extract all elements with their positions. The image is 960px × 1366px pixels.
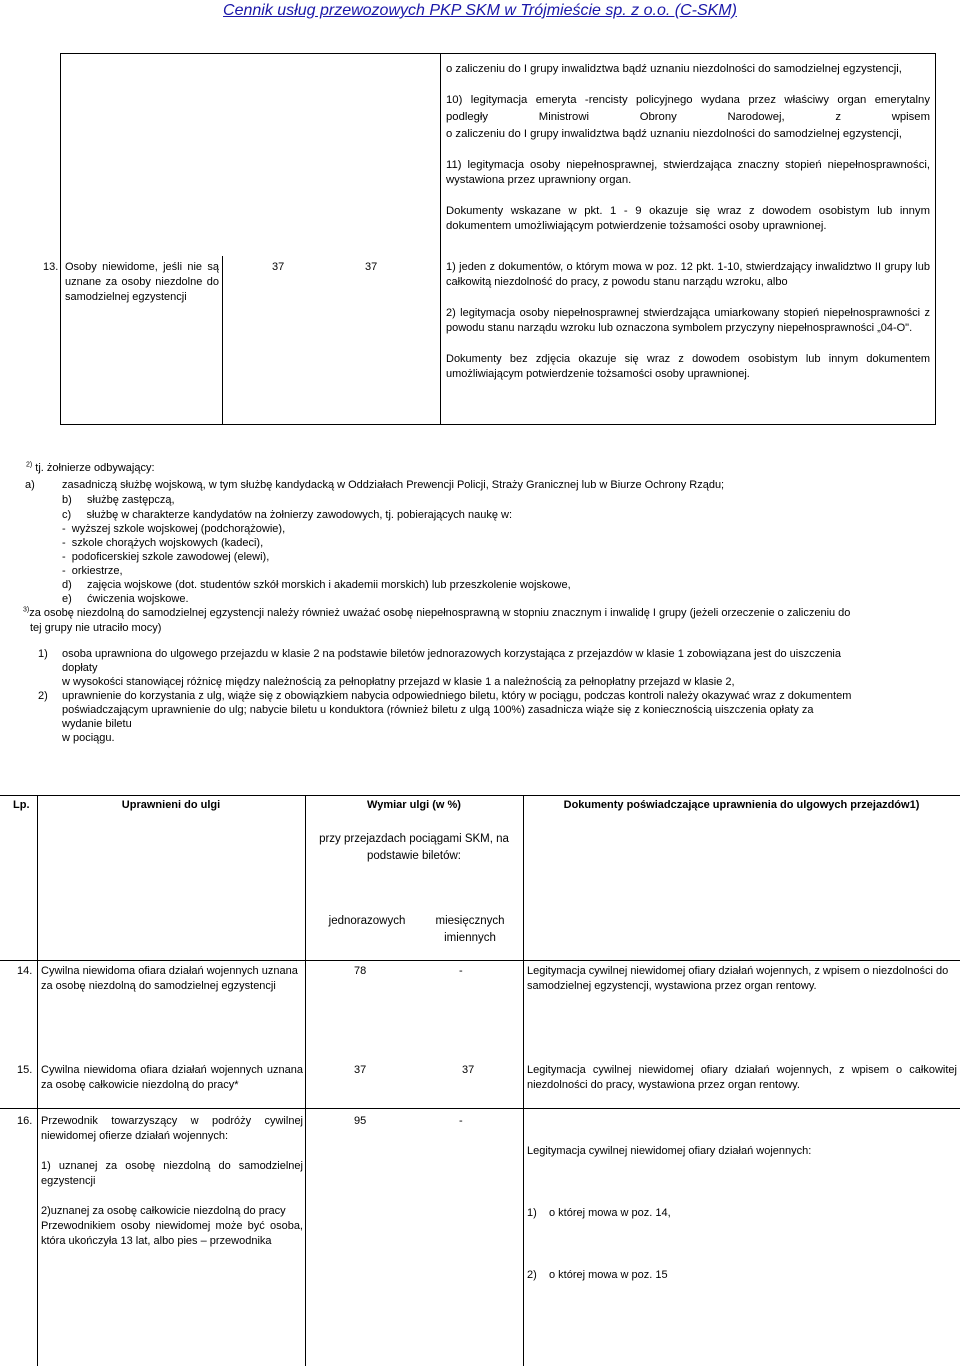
bt-sub-monthly: miesięcznych imiennych (435, 915, 505, 944)
bt-col-lp-right (37, 795, 38, 1366)
bt-col-who-right (305, 795, 306, 1366)
row16-docs-b: 1) o której mowa w poz. 14, (527, 1207, 671, 1219)
note2-a: zasadniczą służbę wojskową, w tym służbę kandydacką w Oddziałach Prewencji Policji, Straży Granicznej lub w Biurze Ochrony Rządu; (62, 479, 725, 491)
top-docs-p2a: 10) legitymacja emeryta -rencisty policyjnego wydana przez właściwy organ emerytalny (446, 94, 930, 106)
top-docs-p4: Dokumenty wskazane w pkt. 1 - 9 okazuje się wraz z dowodem osobistym lub innym dokumentem umożliwiającym potwierdzenie tożsamości osoby uprawnionej. (446, 205, 930, 232)
top-docs-p3: 11) legitymacja osoby niepełnosprawnej, stwierdzająca znaczny stopień niepełnosprawności, wystawiona przez uprawniony organ. (446, 159, 930, 186)
row15-lp: 15. (17, 1064, 33, 1076)
item2-d: w pociągu. (62, 732, 115, 744)
bt-sub-single: jednorazowych (328, 915, 406, 927)
row16-docs-c: 2) o której mowa w poz. 15 (527, 1269, 668, 1281)
item1-b: dopłaty (62, 662, 98, 674)
note3-a: $^{3)}$za osobę niezdolną do samodzielnej egzystencji należy również uważać osobę niepełnosprawną w stopniu znacznym i inwalidę I grupy (jeżeli orzeczenie o zaliczeniu do (23, 606, 851, 619)
note2-c2: - szkole chorążych wojskowych (kadeci), (62, 537, 264, 549)
row14-docs: Legitymacja cywilnej niewidomej ofiary działań wojennych, z wpisem o niezdolności do samodzielnej egzystencji, wystawiona przez organ rentowy. (527, 965, 949, 992)
note2-c: c) służbę w charakterze kandydatów na żołnierzy zawodowych, tj. pobierających naukę w: (62, 509, 512, 521)
row16-who-b: 1) uznanej za osobę niezdolną do samodzielnej egzystencji (41, 1160, 303, 1187)
item2-label: 2) (38, 690, 48, 702)
row14-lp: 14. (17, 965, 33, 977)
row14-single: 78 (354, 965, 367, 977)
row13-who-divider (222, 256, 223, 425)
row13-docs (446, 260, 930, 382)
note2-a-label: a) (25, 479, 35, 491)
row13-lp: 13. (43, 261, 59, 273)
bt-col-rate-header: Wymiar ulgi (w %) (367, 799, 461, 811)
row13-single: 37 (272, 261, 285, 273)
item1-c: w wysokości stanowiącej różnicę między należnością za pełnopłatny przejazd w klasie 1 a należnością za pełnopłatny przejazd w klasie 2, (62, 676, 735, 688)
top-docs-p2c: o zaliczeniu do I grupy inwalidztwa bądź uznaniu niezdolności do samodzielnej egzystencji, (446, 128, 902, 140)
note2-b: b) służbę zastępczą, (62, 494, 175, 506)
bt-col-docs-header: Dokumenty poświadczające uprawnienia do ulgowych przejazdów1) (563, 799, 920, 811)
note2-d: d) zajęcia wojskowe (dot. studentów szkół morskich i akademii morskich) lub przeszkolenie wojskowe, (62, 579, 571, 591)
bt-row15-bottom (0, 1108, 960, 1109)
item2-c: wydanie biletu (62, 718, 132, 730)
row16-lp: 16. (17, 1115, 33, 1127)
row13-doc2: 2) legitymacja osoby niepełnosprawnej stwierdzająca umiarkowany stopień niepełnosprawności z powodu stanu narządu wzroku lub oznaczona symbolem przyczyny niepełnosprawności „04-O". (446, 307, 930, 334)
row13-who: Osoby niewidome, jeśli nie są uznane za osoby niezdolne do samodzielnej egzystencji (65, 261, 219, 303)
note2-e: e) ćwiczenia wojskowe. (62, 593, 189, 605)
bt-col-who-header: Uprawnieni do ulgi (121, 799, 221, 811)
row13-left-edge (60, 256, 61, 425)
row16-docs-a: Legitymacja cywilnej niewidomej ofiary działań wojennych: (527, 1145, 812, 1157)
row13-doc1: 1) jeden z dokumentów, o którym mowa w poz. 12 pkt. 1-10, stwierdzający inwalidztwo II grupy lub całkowitą niezdolność do pracy, z powodu stanu narządu wzroku, albo (446, 261, 930, 288)
row15-who: Cywilna niewidoma ofiara działań wojennych uznana za osobę całkowicie niezdolną do pracy* (41, 1064, 303, 1091)
row16-docs (527, 1114, 957, 1298)
top-docs-p1: o zaliczeniu do I grupy inwalidztwa bądź uznaniu niezdolności do samodzielnej egzystencji, (446, 63, 902, 75)
row13-monthly: 37 (365, 261, 378, 273)
item2-a: uprawnienie do korzystania z ulg, wiąże się z obowiązkiem nabycia odpowiedniego biletu, który w pociągu, podczas kontroli należy okazywać wraz z dokumentem (62, 690, 852, 702)
row16-who-a: Przewodnik towarzyszący w podróży cywilnej niewidomej ofierze działań wojennych: (41, 1115, 303, 1142)
row15-docs: Legitymacja cywilnej niewidomej ofiary działań wojennych, z wpisem o całkowitej niezdolności do pracy, wystawiona przez organ rentowy. (527, 1064, 957, 1091)
bt-sub-rate: przy przejazdach pociągami SKM, na podstawie biletów: (319, 833, 509, 862)
note2-c1: - wyższej szkole wojskowej (podchorążowie), (62, 523, 286, 535)
row16-single: 95 (354, 1115, 367, 1127)
row14-monthly: - (459, 965, 463, 977)
page-header: Cennik usług przewozowych PKP SKM w Trójmieście sp. z o.o. (C-SKM) (223, 2, 737, 19)
note2-c3: - podoficerskiej szkole zawodowej (elewi), (62, 551, 270, 563)
bt-top-border (0, 795, 960, 796)
top-docs-cell (446, 62, 930, 234)
item1-a: osoba uprawniona do ulgowego przejazdu w klasie 2 na podstawie biletów jednorazowych korzystająca z przejazdów w klasie 1 zobowiązana jest do uiszczenia (62, 648, 841, 660)
top-docs-p2b: podległy Ministrowi Obrony Narodowej, z wpisem (446, 111, 930, 123)
row15-monthly: 37 (462, 1064, 475, 1076)
row15-single: 37 (354, 1064, 367, 1076)
bt-col-rate-right (523, 795, 524, 1366)
row16-who (41, 1114, 303, 1249)
row16-who-d: Przewodnikiem osoby niewidomej może być osoba, która ukończyła 13 lat, albo pies – przewodnika (41, 1220, 303, 1247)
note3-b: tej grupy nie utraciło mocy) (30, 622, 162, 634)
bt-col-lp-header: Lp. (13, 799, 30, 811)
row16-who-c: 2)uznanej za osobę całkowicie niezdolną do pracy (41, 1205, 286, 1217)
top-table-divider (440, 53, 441, 425)
row16-monthly: - (459, 1115, 463, 1127)
note2-c4: - orkiestrze, (62, 565, 123, 577)
item1-label: 1) (38, 648, 48, 660)
row14-who: Cywilna niewidoma ofiara działań wojennych uznana za osobę niezdolną do samodzielnej egzystencji (41, 965, 298, 992)
note2-head: $^{2)}$ tj. żołnierze odbywający: (26, 461, 155, 474)
row13-doc3: Dokumenty bez zdjęcia okazuje się wraz z dowodem osobistym lub innym dokumentem umożliwiającym potwierdzenie tożsamości osoby uprawnionej. (446, 353, 930, 380)
item2-b: poświadczającym uprawnienie do ulg; nabycie biletu u konduktora (również biletu z ulgą 100%) zasadnicza wiąże się z koniecznością uiszczenia opłaty za (62, 704, 814, 716)
bt-header-bottom (0, 960, 960, 961)
